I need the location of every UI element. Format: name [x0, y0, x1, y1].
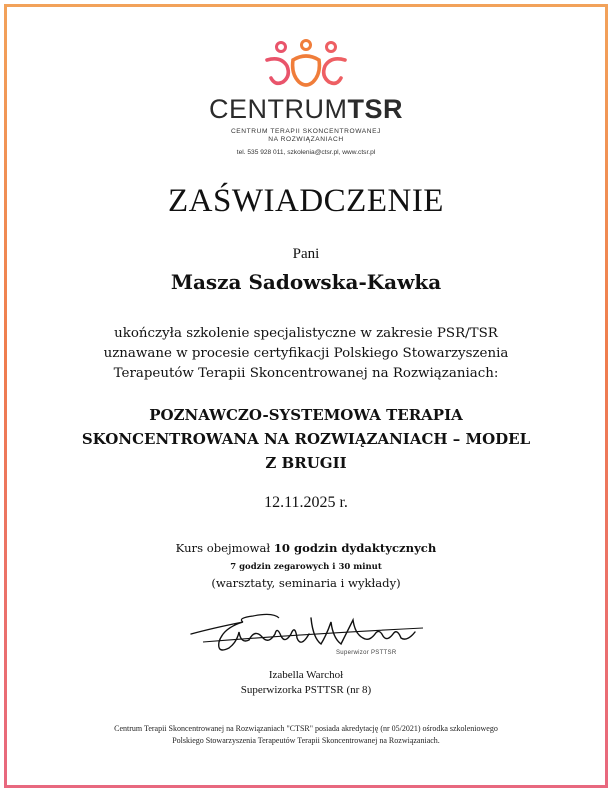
salutation: Pani	[292, 246, 320, 262]
course-title	[60, 403, 552, 475]
activities: (warsztaty, seminaria i wykłady)	[211, 576, 401, 590]
signer-block	[0, 668, 612, 698]
brand-subtitle-line2: NA ROZWIĄZANIACH	[268, 136, 344, 143]
signer-title: Superwizorka PSTTSR (nr 8)	[240, 684, 372, 696]
contact-info: tel. 535 928 011, szkolenia@ctsr.pl, www.ctsr.pl	[236, 149, 376, 156]
footer-line2: Polskiego Stowarzyszenia Terapeutów Terapii Skoncentrowanej na Rozwiązaniach.	[172, 736, 440, 745]
course-title-line2: SKONCENTROWANA NA ROZWIĄZANIACH – MODEL	[81, 430, 531, 448]
brand-bold: TSR	[347, 94, 403, 124]
certificate-body: ukończyła szkolenie specjalistyczne w zakresie PSR/TSR uznawane w procesie certyfikacji Polskiego Stowarzyszenia Terapeutów Terapii Skoncentrowanej na Rozwiązaniach:	[103, 326, 509, 381]
logo	[0, 38, 612, 90]
brand-subtitle-line1: CENTRUM TERAPII SKONCENTROWANEJ	[230, 128, 382, 135]
three-people-icon	[261, 38, 351, 90]
hours-prefix: Kurs obejmował	[175, 541, 271, 555]
brand-subtitle	[0, 128, 612, 144]
signer-name: Izabella Warchoł	[268, 669, 344, 681]
course-hours	[0, 541, 612, 555]
certificate-date: 12.11.2025 r.	[264, 494, 348, 511]
brand-light: CENTRUM	[209, 94, 348, 124]
hours-bold: 10 godzin dydaktycznych	[273, 541, 437, 555]
course-title-line1: POZNAWCZO-SYSTEMOWA TERAPIA	[149, 406, 463, 424]
accreditation-footer	[40, 723, 572, 747]
recipient-name: Masza Sadowska-Kawka	[170, 270, 442, 294]
brand-name	[0, 94, 612, 125]
footer-line1: Centrum Terapii Skoncentrowanej na Rozwiązaniach "CTSR" posiada akredytację (nr 05/2021) ośrodka szkoleniowego	[114, 724, 498, 733]
course-title-line3: Z BRUGII	[265, 454, 347, 472]
certificate-title: ZAŚWIADCZENIE	[168, 183, 444, 219]
signature-role: Superwizor PSTTSR	[336, 650, 397, 656]
clock-hours: 7 godzin zegarowych i 30 minut	[230, 562, 382, 572]
